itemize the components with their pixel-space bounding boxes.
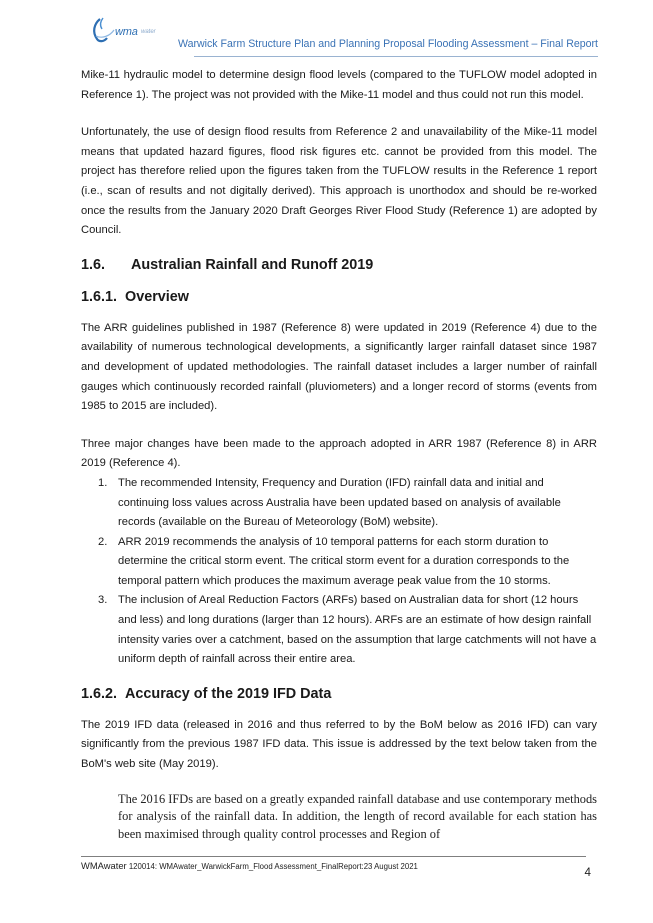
section-heading-1-6	[81, 257, 597, 273]
header-title: Warwick Farm Structure Plan and Planning Proposal Flooding Assessment – Final Report	[177, 38, 598, 50]
list-text: The recommended Intensity, Frequency and Duration (IFD) rainfall data and initial and continuing loss values across Australia have been updated based on analysis of available records (available on the Bureau of Meteorology (BoM) website).	[118, 476, 561, 529]
section-number: 1.6.1.	[81, 288, 118, 305]
list-text: The inclusion of Areal Reduction Factors (ARFs) based on Australian data for short (12 hours and less) and long durations (larger than 12 hours). ARFs are an estimate of how design rainfall intensity varies over a catchment, based on the assumption that large catchments will not have a uniform depth of rainfall across their entire area.	[118, 594, 597, 666]
section-heading-1-6-2	[81, 686, 597, 702]
footer-brand: WMAwater	[81, 860, 127, 871]
logo-subtext: water	[141, 29, 156, 35]
list-number: 1.	[98, 476, 108, 489]
list-item	[81, 474, 597, 533]
list-text: ARR 2019 recommends the analysis of 10 temporal patterns for each storm duration to determine the critical storm event. The critical storm event for a duration corresponds to the temporal pattern which produces the maximum average peak value from the 10 storms.	[118, 535, 570, 587]
footer-ref-text: 120014: WMAwater_WarwickFarm_Flood Assessment_FinalReport:23 August 2021	[126, 862, 418, 871]
footer-reference	[81, 860, 418, 871]
footer-divider	[81, 856, 586, 857]
logo-wordmark: wma	[115, 26, 138, 38]
changes-list	[81, 474, 597, 670]
paragraph-major-changes: Three major changes have been made to the approach adopted in ARR 1987 (Reference 8) in ARR 2019 (Reference 4).	[81, 437, 597, 470]
list-number: 2.	[98, 535, 108, 548]
page-number: 4	[584, 866, 591, 879]
section-title: Overview	[125, 288, 189, 305]
logo-swirl-icon	[88, 16, 118, 44]
paragraph-ifd-accuracy: The 2019 IFD data (released in 2016 and thus referred to by the BoM below as 2016 IFD) can vary significantly from the previous 1987 IFD data. This issue is addressed by the text below taken from the BoM's web site (May 2019).	[81, 718, 597, 771]
header-divider	[194, 56, 598, 57]
list-item	[81, 591, 597, 669]
section-title: Australian Rainfall and Runoff 2019	[131, 256, 374, 273]
bom-quote: The 2016 IFDs are based on a greatly expanded rainfall database and use contemporary methods for analysis of the rainfall data. In addition, the length of record available for each station has been maximised through quality control processes and Region of	[118, 791, 597, 841]
list-number: 3.	[98, 594, 108, 607]
paragraph-arr-guidelines: The ARR guidelines published in 1987 (Reference 8) were updated in 2019 (Reference 4) due to the availability of numerous technological developments, a significantly larger rainfall dataset since 1987 and development of updated methodologies. The rainfall dataset includes a larger number of rainfall gauges which continuously recorded rainfall (pluviometers) and a longer record of storms (events from 1985 to 2015 are included).	[81, 321, 597, 413]
section-number: 1.6.	[81, 256, 106, 273]
list-item	[81, 533, 597, 592]
section-number: 1.6.2.	[81, 685, 118, 702]
paragraph-unfortunately: Unfortunately, the use of design flood results from Reference 2 and unavailability of the Mike-11 model means that updated hazard figures, flood risk figures etc. cannot be provided from this model. The project has therefore relied upon the figures taken from the TUFLOW results in the Reference 1 report (i.e., scan of results and not digitally derived). This approach is unorthodox and should be re-worked once the results from the January 2020 Draft Georges River Flood Study (Reference 1) are adopted by Council.	[81, 126, 597, 237]
main-content	[81, 66, 597, 843]
paragraph-mike11: Mike-11 hydraulic model to determine design flood levels (compared to the TUFLOW model adopted in Reference 1). The project was not provided with the Mike-11 model and thus could not run this model.	[81, 69, 597, 101]
section-heading-1-6-1	[81, 289, 597, 305]
page-header	[88, 14, 598, 58]
section-title: Accuracy of the 2019 IFD Data	[125, 685, 332, 702]
